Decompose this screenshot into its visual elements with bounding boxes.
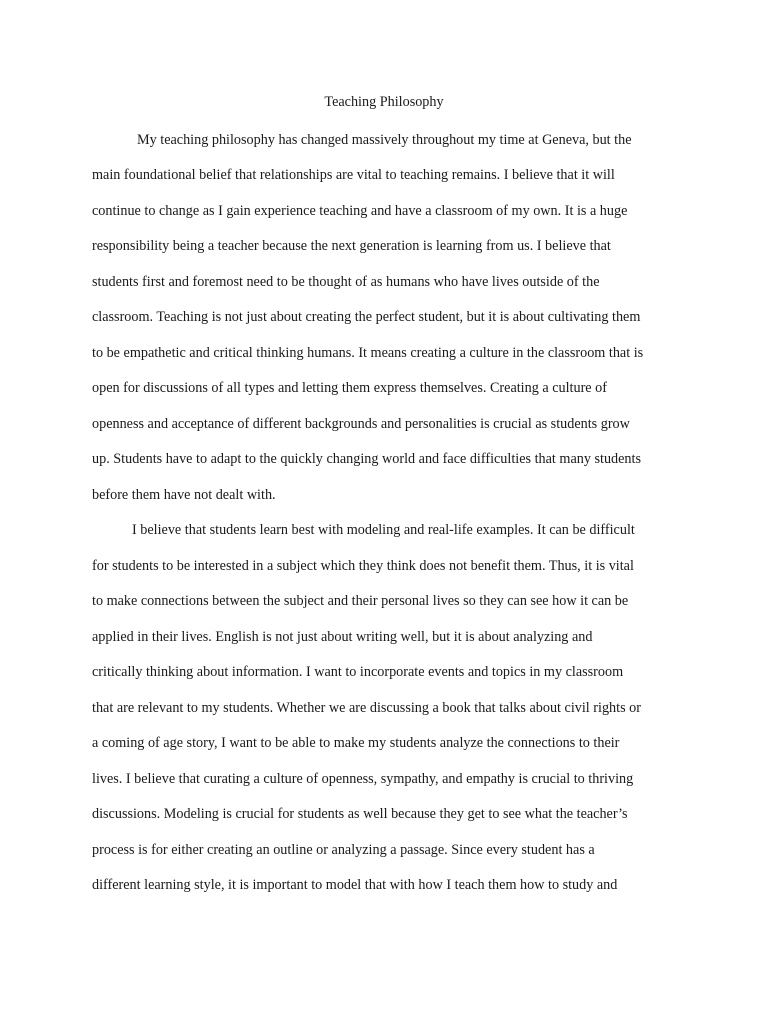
paragraph-2-line-10: process is for either creating an outline or analyzing a passage. Since every student has a (92, 842, 595, 858)
paragraph-2-line-2: for students to be interested in a subject which they think does not benefit them. Thus, it is vital (92, 558, 634, 574)
paragraph-2-line-4: applied in their lives. English is not just about writing well, but it is about analyzing and (92, 629, 593, 645)
paragraph-1-line-9: openness and acceptance of different backgrounds and personalities is crucial as students grow (92, 416, 630, 432)
paragraph-2-line-1: I believe that students learn best with modeling and real-life examples. It can be difficult (132, 522, 635, 538)
paragraph-1-line-2: main foundational belief that relationships are vital to teaching remains. I believe that it will (92, 167, 615, 183)
paragraph-1-line-7: to be empathetic and critical thinking humans. It means creating a culture in the classroom that is (92, 345, 644, 361)
paragraph-1-line-1: My teaching philosophy has changed massively throughout my time at Geneva, but the (137, 132, 632, 148)
paragraph-1-line-6: classroom. Teaching is not just about creating the perfect student, but it is about cultivating them (92, 309, 641, 325)
paragraph-1-line-5: students first and foremost need to be thought of as humans who have lives outside of the (92, 274, 600, 290)
paragraph-1-line-3: continue to change as I gain experience teaching and have a classroom of my own. It is a huge (92, 203, 628, 219)
document-title: Teaching Philosophy (324, 94, 444, 110)
paragraph-2-line-3: to make connections between the subject and their personal lives so they can see how it can be (92, 593, 629, 609)
paragraph-1-line-10: up. Students have to adapt to the quickly changing world and face difficulties that many students (92, 451, 641, 467)
paragraph-1-line-11: before them have not dealt with. (92, 487, 276, 503)
paragraph-1-line-4: responsibility being a teacher because the next generation is learning from us. I believe that (92, 238, 611, 254)
paragraph-1-line-8: open for discussions of all types and letting them express themselves. Creating a culture of (92, 380, 607, 396)
paragraph-2-line-8: lives. I believe that curating a culture of openness, sympathy, and empathy is crucial to thriving (92, 771, 634, 787)
paragraph-2-line-7: a coming of age story, I want to be able to make my students analyze the connections to their (92, 735, 620, 751)
paragraph-2-line-6: that are relevant to my students. Whether we are discussing a book that talks about civil rights or (92, 700, 641, 716)
paragraph-2-line-5: critically thinking about information. I want to incorporate events and topics in my classroom (92, 664, 624, 680)
paragraph-2-line-9: discussions. Modeling is crucial for students as well because they get to see what the teacher’s (92, 806, 628, 822)
paragraph-2-line-11: different learning style, it is important to model that with how I teach them how to study and (92, 877, 618, 893)
